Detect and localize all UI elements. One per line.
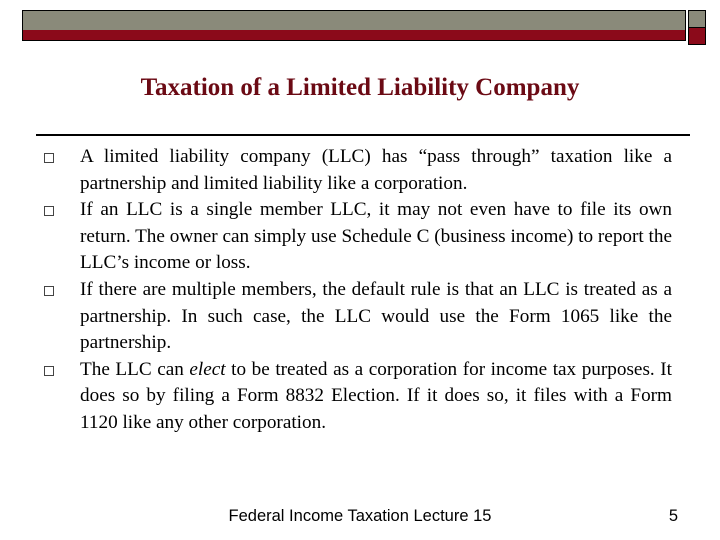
bullet-text: If there are multiple members, the default rule is that an LLC is treated as a partnership. In such case, the LLC would use the Form 1065 like the partnership. <box>80 278 672 354</box>
bullet-item <box>44 197 672 277</box>
slide-footer: Federal Income Taxation Lecture 15 <box>228 507 492 525</box>
title-divider <box>36 134 690 136</box>
square-bullet-icon <box>44 286 54 296</box>
bullet-item <box>44 277 672 357</box>
corner-square-red <box>688 27 706 45</box>
square-bullet-icon <box>44 366 54 376</box>
slide-title: Taxation of a Limited Liability Company <box>140 74 580 101</box>
bullet-text-pre: The LLC can <box>80 358 190 380</box>
top-band-red <box>22 30 686 41</box>
bullet-text-post: to be treated as a corporation for income tax purposes. It does so by filing a Form 8832 Election. If it does so, it files with a Form 1120 like any other corporation. <box>80 358 672 433</box>
square-bullet-icon <box>44 206 54 216</box>
bullet-text: If an LLC is a single member LLC, it may not even have to file its own return. The owner can simply use Schedule C (business income) to report the LLC’s income or loss. <box>80 199 672 274</box>
corner-square-gray <box>688 10 706 28</box>
bullet-item <box>44 144 672 197</box>
bullet-text-emphasis: elect <box>189 358 226 380</box>
bullet-text: A limited liability company (LLC) has “pass through” taxation like a partnership and limited liability like a corporation. <box>80 146 672 194</box>
bullet-list <box>44 144 672 437</box>
top-band-gray <box>22 10 686 31</box>
square-bullet-icon <box>44 153 54 163</box>
page-number: 5 <box>668 507 678 525</box>
bullet-item <box>44 357 672 437</box>
